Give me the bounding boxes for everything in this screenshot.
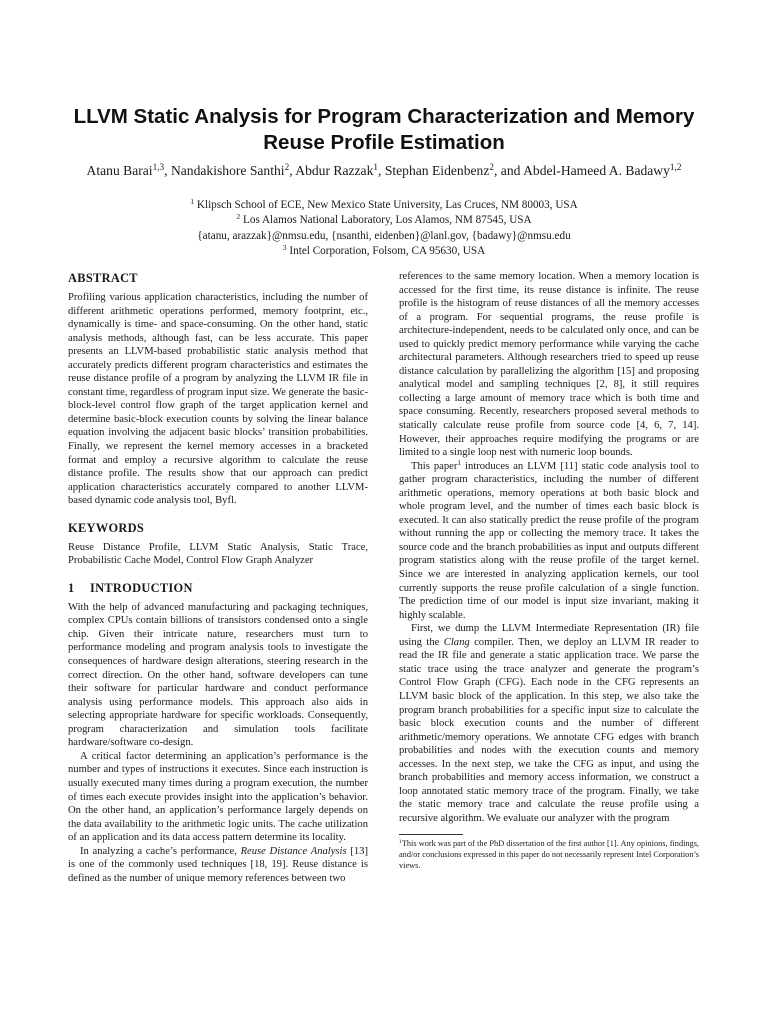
paper-title: LLVM Static Analysis for Program Characterization and Memory Reuse Profile Estimation [73, 105, 695, 154]
author-name: Nandakishore Santhi [170, 163, 285, 178]
footnote-number: 1 [399, 839, 402, 846]
introduction-heading [68, 580, 368, 596]
author-name: Abdur Razzak [295, 163, 374, 178]
author-emails: {atanu, arazzak}@nmsu.edu, {nsanthi, eidenben}@lanl.gov, {badawy}@nmsu.edu [197, 229, 571, 242]
keywords-heading: KEYWORDS [68, 520, 145, 535]
intro-paragraph-3 [68, 845, 368, 886]
affiliation-line [60, 213, 708, 228]
abstract-text: Profiling various application characteristics, including the number of different arithmetic operations performed, memory footprint, etc., dynamically is time- and space-consuming. On the other hand, static analysis methods, although fast, can be less accurate. This paper presents an LLVM-based probabilistic static analysis method that accurately predicts different program characteristics and estimates the reuse distance profile of a program by analyzing the LLVM IR file in constant time, regardless of program input size. We generate the basic-block-level control flow graph of the target application kernel and determine basic-block execution counts by solving the linear balance equation involving the adjacent basic blocks’ transition probabilities. Finally, we represent the kernel memory accesses in a bracketed format and employ a recursive algorithm to calculate the reuse distance profile. The results show that our approach can predict application characteristics accurately compared to another LLVM-based dynamic code analysis tool, Byfl. [68, 292, 368, 507]
emphasized-term: Clang [443, 636, 470, 648]
intro-paragraph-3-continued: references to the same memory location. When a memory location is accessed for the first time, its reuse distance is infinite. The reuse profile is the histogram of reuse distances of all the memory accesses of a program. For sequential programs, the reuse profile is architecture-independent, needs to be calculated only once, and can be used to quickly predict memory performance while varying the cache architectural parameters. Although researchers tried to speed up reuse distance calculation by parallelizing the algorithm [15] and proposing analytical model and sampling techniques [2, 8], it still requires collecting a large amount of memory trace which is both time and space consuming. Recently, researchers proposed several methods to statically calculate reuse profile from source code [4, 6, 7, 14]. However, their approaches require modifying the programs or are limited to a single loop nest with numeric loop bounds. [399, 271, 699, 459]
affiliation-text: Los Alamos National Laboratory, Los Alamos, NM 87545, USA [243, 214, 532, 227]
affil-marker: 3 [282, 242, 287, 252]
author-affil-marker: 1 [373, 161, 379, 172]
affil-marker: 2 [236, 212, 241, 222]
author-affil-marker: 2 [489, 161, 494, 172]
section-number: 1 [68, 580, 75, 595]
footnote-text: This work was part of the PhD dissertation of the first author [1]. Any opinions, findings, and/or conclusions expressed in this paper do not necessarily represent Intel Corporation’s views. [399, 839, 699, 870]
author-affil-marker: 1,3 [152, 161, 165, 172]
affiliations [60, 198, 708, 259]
footnote-rule [399, 834, 463, 835]
abstract-heading: ABSTRACT [68, 271, 138, 285]
paragraph-text: This paper [411, 460, 458, 472]
intro-paragraph-4 [399, 460, 699, 623]
footnote [399, 839, 699, 871]
author-name: Atanu Barai [86, 163, 153, 178]
author-list: Atanu Barai$^{1,3}$, Nandakishore Santhi$^2$, Abdur Razzak$^1$, Stephan Eidenbenz$^2$, and Abdel-Hameed A. Badawy$^{1,2}$ [86, 161, 682, 178]
affiliation-line [60, 198, 708, 213]
paragraph-text: In analyzing a cache’s performance, [80, 845, 237, 857]
affiliation-text: Intel Corporation, Folsom, CA 95630, USA [289, 244, 486, 257]
intro-paragraph-1: With the help of advanced manufacturing and packaging techniques, complex CPUs contain billions of transistors condensed onto a single chip. Given their intricate nature, researchers must turn to performance modeling and program analysis tools to investigate the consequences of hardware design alterations, steering research in the correct direction. On the other hand, software developers can tune their software for particular hardware and conduct performance analysis using performance models. This approach also aids in selecting appropriate hardware for specific workloads. Consequently, program characterization and simulation tools facilitate hardware/software co-design. [68, 601, 368, 749]
emphasized-term: Reuse Distance Analysis [240, 845, 347, 857]
affil-marker: 1 [190, 196, 195, 206]
affiliation-text: Klipsch School of ECE, New Mexico State University, Las Cruces, NM 80003, USA [196, 199, 578, 211]
author-name: Stephan Eidenbenz [384, 163, 490, 178]
intro-paragraph-5 [399, 622, 699, 825]
right-column [399, 270, 699, 871]
footnote-marker: 1 [457, 458, 461, 467]
paragraph-text: introduces an LLVM [11] static code analysis tool to gather program characteristics, including the number of different arithmetic operations, memory operations at both basic block and whole program level, and the number of times each basic block is executed. It can also statically predict the reuse profile of the program without running the app or collecting the memory trace. It takes the source code and the branch probabilities as input and outputs different program statistics along with the reuse profile of the target kernel. Since we are interested in analyzing application kernels, our tool currently supports the reuse profile calculation of a single function. The prediction time of our model is input size invariant, making it highly scalable. [399, 460, 699, 621]
author-name: Abdel-Hameed A. Badawy [523, 163, 670, 178]
section-title: INTRODUCTION [90, 580, 193, 595]
affiliation-line [60, 244, 708, 259]
left-column [68, 270, 368, 885]
keywords-text: Reuse Distance Profile, LLVM Static Analysis, Static Trace, Probabilistic Cache Model, Control Flow Graph Analyzer [68, 541, 368, 567]
paragraph-text: [13] is one of the commonly used techniques [18, 19]. Reuse distance is defined as the number of unique memory references between two [68, 845, 368, 884]
author-affil-marker: 2 [284, 161, 290, 172]
paragraph-text: First, we dump the LLVM Intermediate Representation (IR) file using the [399, 623, 699, 648]
author-affil-marker: 1,2 [669, 161, 682, 172]
paragraph-text: compiler. Then, we deploy an LLVM IR reader to read the IR file and generate a static application trace. We parse the static trace using the trace analyzer and generate the program’s Control Flow Graph (CFG). Each node in the CFG represents an LLVM basic block of the application. In this step, we also take the program branch probabilities for a specific input size to calculate the basic block execution counts and the number of different arithmetic/memory operations. We annotate CFG edges with branch probabilities and nodes with the execution counts and memory accesses. In the next step, we take the CFG as input, and using the branch probabilities and memory access information, we construct a loop annotated static memory trace of the program. Finally, we take the static memory trace and calculate the reuse profile using a recursive algorithm. We evaluate our analyzer with the program [399, 636, 699, 824]
intro-paragraph-2: A critical factor determining an application’s performance is the number and types of instructions it executes. Since each instruction is usually executed many times during a program execution, the number of times each execute provides insight into the application’s behavior. On the other hand, an application’s performance largely depends on the data availability to the arithmetic logic units. The cache utilization of an application and its data access pattern determine its locality. [68, 750, 368, 844]
